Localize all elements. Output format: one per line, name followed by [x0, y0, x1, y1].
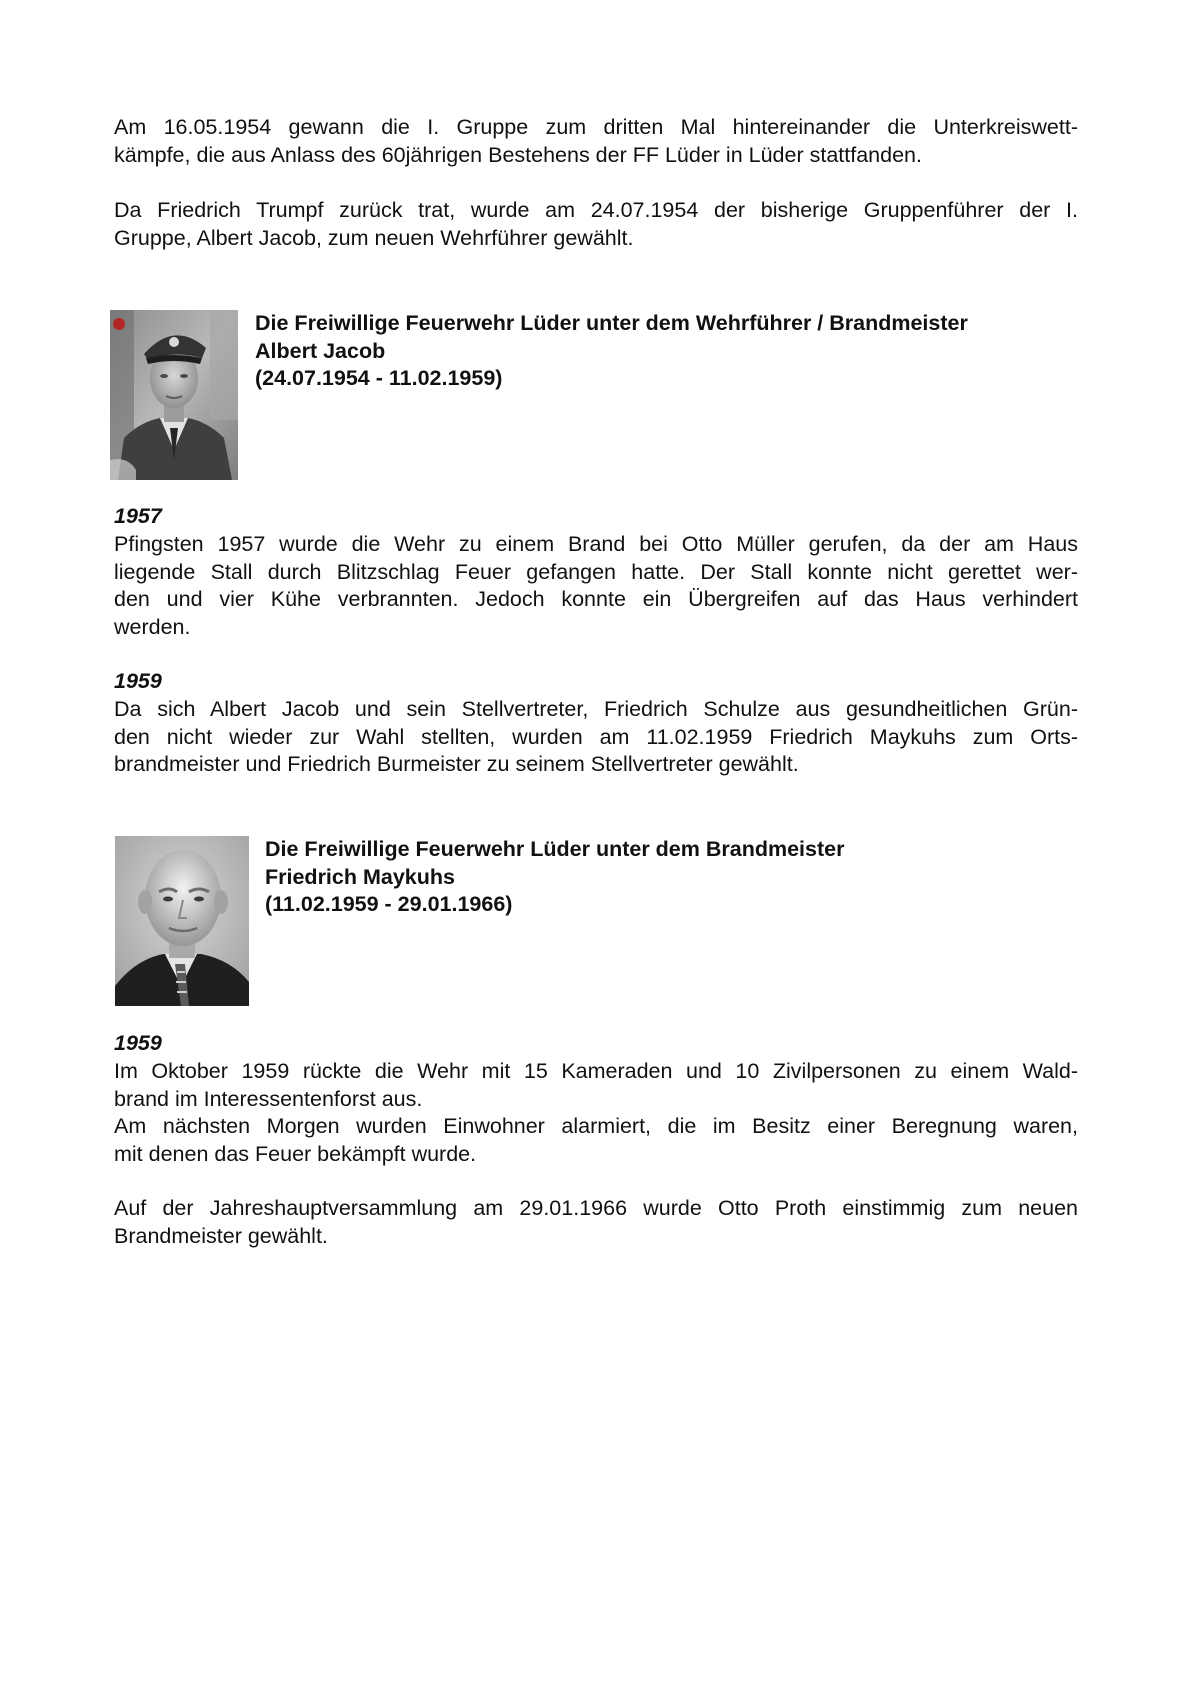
text-line: kämpfe, die aus Anlass des 60jährigen Bestehens der FF Lüder in Lüder stattfanden.: [114, 142, 922, 167]
section-heading-albert-jacob: [255, 310, 1075, 393]
entry-paragraph-1957: [114, 531, 1078, 641]
text-line: Da sich Albert Jacob und sein Stellvertreter, Friedrich Schulze aus gesundheitlichen Grün-: [114, 697, 1078, 721]
text-line: Pfingsten 1957 wurde die Wehr zu einem Brand bei Otto Müller gerufen, da der am Haus: [114, 532, 1078, 556]
text-line: Brandmeister gewählt.: [114, 1223, 328, 1248]
entry-paragraph-1959-waldbrand: [114, 1058, 1078, 1168]
text-line: den nicht wieder zur Wahl stellten, wurden am 11.02.1959 Friedrich Maykuhs zum Orts-: [114, 724, 1078, 749]
heading-line: Albert Jacob: [255, 338, 386, 363]
portrait-photo-friedrich-maykuhs: [115, 836, 249, 1006]
text-line: den und vier Kühe verbrannten. Jedoch konnte ein Übergreifen auf das Haus verhindert: [114, 587, 1078, 611]
heading-line: (24.07.1954 - 11.02.1959): [255, 366, 503, 390]
closing-paragraph: [114, 1195, 1078, 1250]
text-line: Da Friedrich Trumpf zurück trat, wurde am 24.07.1954 der bisherige Gruppenführer der I.: [114, 198, 1078, 222]
intro-paragraph-2: [114, 197, 1078, 252]
text-line: werden.: [114, 614, 191, 639]
year-label: 1959: [114, 1031, 162, 1055]
text-line: Auf der Jahreshauptversammlung am 29.01.1966 wurde Otto Proth einstimmig zum neuen: [114, 1196, 1078, 1220]
text-line: brand im Interessentenforst aus.: [114, 1086, 423, 1111]
year-label: 1959: [114, 669, 162, 693]
text-line: Gruppe, Albert Jacob, zum neuen Wehrführer gewählt.: [114, 225, 634, 250]
portrait-photo-albert-jacob: [110, 310, 238, 480]
text-line: Am 16.05.1954 gewann die I. Gruppe zum dritten Mal hintereinander die Unterkreiswett-: [114, 115, 1078, 139]
text-line: brandmeister und Friedrich Burmeister zu seinem Stellvertreter gewählt.: [114, 752, 799, 776]
text-line: Im Oktober 1959 rückte die Wehr mit 15 Kameraden und 10 Zivilpersonen zu einem Wald-: [114, 1059, 1078, 1083]
heading-line: Die Freiwillige Feuerwehr Lüder unter dem Wehrführer / Brandmeister: [255, 311, 968, 335]
year-label: 1957: [114, 504, 162, 528]
entry-paragraph-1959: [114, 696, 1078, 779]
heading-line: Die Freiwillige Feuerwehr Lüder unter dem Brandmeister: [265, 837, 845, 861]
text-line: liegende Stall durch Blitzschlag Feuer gefangen hatte. Der Stall konnte nicht gerettet wer-: [114, 559, 1078, 584]
section-heading-friedrich-maykuhs: [265, 836, 1075, 919]
heading-line: Friedrich Maykuhs: [265, 864, 455, 889]
heading-line: (11.02.1959 - 29.01.1966): [265, 892, 513, 916]
text-line: mit denen das Feuer bekämpft wurde.: [114, 1141, 477, 1166]
text-line: Am nächsten Morgen wurden Einwohner alarmiert, die im Besitz einer Beregnung waren,: [114, 1114, 1078, 1138]
intro-paragraph-1: [114, 114, 1078, 169]
